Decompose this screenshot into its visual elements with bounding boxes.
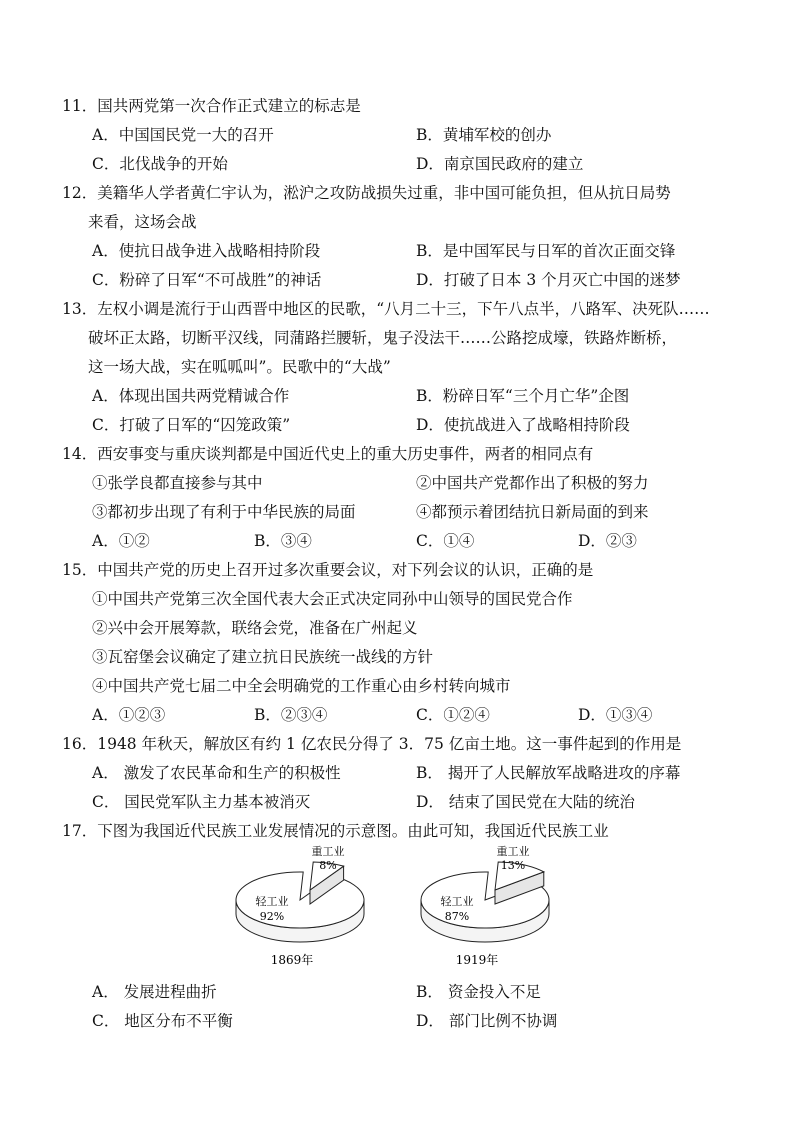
q12-option-a: A．使抗日战争进入战略相持阶段 — [92, 242, 321, 260]
q13-option-c: C．打破了日军的“囚笼政策” — [92, 416, 291, 434]
q17-option-b: B． 资金投入不足 — [416, 983, 541, 1001]
q15-statement-3: ③瓦窑堡会议确定了建立抗日民族统一战线的方针 — [92, 648, 434, 666]
q16-option-c: C． 国民党军队主力基本被消灭 — [92, 793, 311, 811]
heavy-industry-value: 13% — [500, 859, 526, 872]
question-11-stem: 11．国共两党第一次合作正式建立的标志是 — [62, 97, 361, 115]
q15-statement-4: ④中国共产党七届二中全会明确党的工作重心由乡村转向城市 — [92, 677, 511, 695]
q13-option-b: B．粉碎日军“三个月亡华”企图 — [416, 387, 630, 405]
industry-pie-charts — [230, 842, 570, 970]
question-14-stem: 14．西安事变与重庆谈判都是中国近代史上的重大历史事件，两者的相同点有 — [62, 445, 594, 463]
heavy-industry-value: 8% — [319, 859, 337, 872]
question-13-stem: 13．左权小调是流行于山西晋中地区的民歌，“八月二十三，下午八点半，八路军、决死队…… — [62, 300, 710, 318]
q17-option-c: C． 地区分布不平衡 — [92, 1012, 233, 1030]
light-industry-label: 轻工业 — [440, 895, 474, 908]
question-15-stem: 15．中国共产党的历史上召开过多次重要会议，对下列会议的认识，正确的是 — [62, 561, 594, 579]
heavy-industry-label: 重工业 — [496, 845, 530, 858]
q16-option-b: B． 揭开了人民解放军战略进攻的序幕 — [416, 764, 681, 782]
q16-option-a: A． 激发了农民革命和生产的积极性 — [92, 764, 341, 782]
q15-statement-2: ②兴中会开展筹款，联络会党，准备在广州起义 — [92, 619, 418, 637]
q15-option-c: C．①②④ — [416, 706, 490, 724]
q15-option-b: B．②③④ — [254, 706, 328, 724]
q13-option-a: A．体现出国共两党精诚合作 — [92, 387, 290, 405]
question-12-stem-cont: 来看，这场会战 — [88, 213, 197, 231]
q14-option-b: B．③④ — [254, 532, 312, 550]
q12-option-b: B．是中国军民与日军的首次正面交锋 — [416, 242, 676, 260]
question-13-stem-cont2: 这一场大战，实在呱呱叫”。民歌中的“大战” — [88, 358, 391, 376]
question-16-stem: 16．1948 年秋天，解放区有约 1 亿农民分得了 3．75 亿亩土地。这一事件起到的作用是 — [62, 735, 682, 753]
q15-option-d: D．①③④ — [578, 706, 653, 724]
q14-statement-1: ①张学良都直接参与其中 — [92, 474, 263, 492]
q14-statement-3: ③都初步出现了有利于中华民族的局面 — [92, 503, 356, 521]
q16-option-d: D． 结束了国民党在大陆的统治 — [416, 793, 635, 811]
q14-option-a: A．①② — [92, 532, 150, 550]
q14-statement-4: ④都预示着团结抗日新局面的到来 — [416, 503, 649, 521]
question-13-stem-cont: 破坏正太路，切断平汉线，同蒲路拦腰斩，鬼子没法干……公路挖成壕，铁路炸断桥， — [88, 329, 678, 347]
q11-option-b: B．黄埔军校的创办 — [416, 126, 552, 144]
q17-option-a: A． 发展进程曲折 — [92, 983, 217, 1001]
pie-year-title: 1869年 — [270, 953, 314, 967]
heavy-industry-label: 重工业 — [311, 845, 345, 858]
q12-option-c: C．粉碎了日军“不可战胜”的神话 — [92, 271, 322, 289]
pie-year-title: 1919年 — [455, 953, 499, 967]
light-industry-label: 轻工业 — [255, 895, 289, 908]
q11-option-d: D．南京国民政府的建立 — [416, 155, 584, 173]
q14-option-d: D．②③ — [578, 532, 637, 550]
light-industry-value: 87% — [444, 910, 470, 923]
light-industry-value: 92% — [259, 910, 285, 923]
pie-chart-1919 — [421, 844, 549, 967]
q13-option-d: D．使抗战进入了战略相持阶段 — [416, 416, 630, 434]
q11-option-c: C．北伐战争的开始 — [92, 155, 228, 173]
q14-statement-2: ②中国共产党都作出了积极的努力 — [416, 474, 649, 492]
q15-option-a: A．①②③ — [92, 706, 166, 724]
pie-chart-1869 — [236, 844, 364, 967]
q15-statement-1: ①中国共产党第三次全国代表大会正式决定同孙中山领导的国民党合作 — [92, 590, 573, 608]
question-12-stem: 12．美籍华人学者黄仁宇认为，淞沪之攻防战损失过重，非中国可能负担，但从抗日局势 — [62, 184, 671, 202]
question-17-stem: 17．下图为我国近代民族工业发展情况的示意图。由此可知，我国近代民族工业 — [62, 822, 609, 840]
q12-option-d: D．打破了日本 3 个月灭亡中国的迷梦 — [416, 271, 681, 289]
q17-option-d: D． 部门比例不协调 — [416, 1012, 558, 1030]
q11-option-a: A．中国国民党一大的召开 — [92, 126, 274, 144]
q14-option-c: C．①④ — [416, 532, 475, 550]
